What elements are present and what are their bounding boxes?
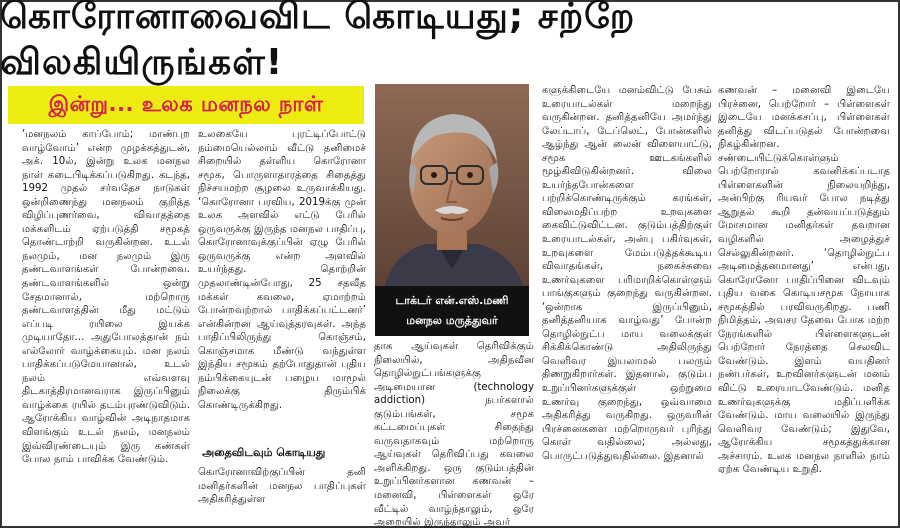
article-column-2-continued bbox=[198, 466, 366, 522]
article-column-1 bbox=[22, 128, 190, 522]
section-subtitle: அதைவிடவும் கொடியது bbox=[202, 446, 326, 459]
portrait-image bbox=[375, 84, 529, 286]
column-4-text: களுக்கிடையே மனம்விட்டு பேசும் உரையாடல்கள் மறைந்து வருகின்றன. தனித்தனியே அமர்ந்து லேப்டாப், டேப்லெட், போன்களில் ஆழ்ந்து ஆன் லைன் விளையாட்டு, சமூக ஊடகங்களில் மூழ்கிவிடுகின்றனர். விலை உயர்ந்தபோன்களை பற்றிக்கொண்டிருக்கும் கரங்கள், விலைமதிப்பற்ற உறவுகளை கைவிட்டுவிட்டன. குடும்பத்திற்குள் உரையாடல்கள், அன்பு பகிர்வுகள், உறவுகளை மேம்படுத்தக்கூடிய விவாதங்கள், நகைச்சுவை உணர்வுகளை பரிமாறிக்கொள்ளும் பாங்குகளும் குறைந்து வருகின்றன. ‘ஒன்றாக இருப்பினும், தனித்தனியாக வாழ்வது’ போன்ற தொழில்நுட்ப மாய வலைக்குள் சிக்கிக்கொண்டு அதிலிருந்து வெளிவர இயலாமல் பலரும் திணறுகிறார்கள். இதனால், குடும்ப உறுப்பினர்களுக்குள் ஒற்றுமை உணர்வு குறைந்து, ஒவ்வாமை அதிகரித்து வருகிறது. ஒருவரின் பிரச்னைகளை மற்றொருவர் புரிந்து கொள் வதில்லை; அல்லது, பொருட்படுத்துவதில்லை. இதனால் bbox=[542, 85, 712, 462]
caption-name: டாக்டர் என்.எஸ்.மணி bbox=[395, 294, 509, 307]
photo-caption bbox=[375, 286, 529, 336]
column-3-text: தாக ஆய்வுகள் தெரிவிக்கும் நிலையில், அதிநவீன தொழில்நுட்பங்களுக்கு அடிமையான (technology addiction) நபர்களால் குடும்பங்கள், சமூக கட்டமைப்புகள் சிதைந்து வருவதாகவும் மற்றொரு ஆய்வுகள் தெரிவிப்பது கவலை அளிக்கிறது. ஒரு குடும்பத்தின் உறுப்பினர்களான கணவன் – மனைவி, பிள்ளைகள் ஒரே வீட்டில் வாழ்ந்தாலும், ஒரே அறையில் இருந்தாலும் அவர் bbox=[374, 341, 534, 529]
article-column-3 bbox=[374, 340, 534, 529]
subhead-banner bbox=[8, 86, 364, 124]
subhead-text: இன்று... உலக மனநல நாள் bbox=[48, 91, 324, 116]
headline: கொரோனாவைவிட கொடியது; சற்றே விலகியிருங்கள்! bbox=[0, 0, 636, 83]
column-5-text: கணவன் – மனைவி இடையே பிரச்னை, பெற்றோர் – பிள்ளைகள் இடையே மனக்கசப்பு, பிள்ளைகள் தனித்து விடப்படுதல் போன்றவை நிகழ்கின்றன. சண்டையிட்டுக்கொள்ளும் பெற்றோரால் கவனிக்கப்படாத பிள்ளைகளின் நிலையறிந்து, அன்பிற்கு ரியவர் போல நடித்து ஆறுதல் கூறி தன்வயப்படுத்தும் மோசமான மனிதர்கள் தவறான வழிகளில் அழைத்துச் செல்லுகின்றனர். ‘தொழில்நுட்ப அடிமைத்தனமானது’ என்பது, கொரோனோ பாதிப்பினை விடவும் புதிய வகை கொடியசமூக நோயாக சமூகத்தில் பரவிவருகிறது. பணி நிமித்தம், அவசர தேவை போக மற்ற நேரங்களில் பிள்ளைகளுடன் பெற்றோர் நேரத்தை செலவிட வேண்டும். இளம் வயதினர் நண்பர்கள், உறவினர்களுடன் மனம் விட்டு உரையாடவேண்டும். மனித உணர்வுகளுக்கு மதிப்பளிக்க வேண்டும். மாய வலையில் இருந்து வெளிவர வேண்டும்; இதுவே, ஆரோக்கிய சமூகத்துக்கான அச்சாரம். உலக மனநல நாளில் நாம் ஏற்க வேண்டிய உறுதி. bbox=[718, 85, 890, 476]
column-2-text: உலகையே புரட்டிப்போட்டு நம்மையெல்லாம் வீட்டு தனிமைச் சிறையில் தள்ளிய கொரோனா சமூக, பொருளாதாரத்தை சிதைத்து நிச்சயமற்ற சூழலை உருவாக்கியது. ‘கொரோனா பரவிய, 2019க்கு முன் உலக அளவில் எட்டு பேரில் ஒருவருக்கு இருந்த மனநல பாதிப்பு, கொரோனாவுக்குப்பின் ஏழு பேரில் ஒருவருக்கு என்ற அளவில் உயர்ந்தது. தொற்றின் முதலாண்டின்போது, 25 சதவீத மக்கள் கவலை, ஏமாற்றம் போன்றவற்றால் பாதிக்கப்பட்டனர்’ என்கின்றன ஆய்வுத்தரவுகள். அந்த பாதிப்பிலிருந்து கொஞ்சம், கொஞ்சமாக மீண்டு வந்துள்ள இந்திய சமூகம் தற்போதுதான் புதிய நம்பிக்கையுடன் பழைய மாமூல் நிலைக்கு திரும்பிக் கொண்டிருக்கிறது. bbox=[198, 129, 366, 411]
article-column-5 bbox=[718, 84, 890, 522]
column-2b-text: கொரோனாவிற்குப்பின் தனி மனிதர்களின் மனநல பாதிப்புகள் அதிகரித்துள்ள bbox=[198, 467, 366, 506]
article-column-4 bbox=[542, 84, 712, 522]
article-column-2 bbox=[198, 128, 366, 436]
doctor-photo bbox=[375, 84, 529, 286]
caption-title: மனநல மருத்துவர் bbox=[406, 314, 498, 327]
column-1-text: ‘மனநலம் காப்போம்; மாண்புற வாழ்வோம்’ என்ற முழக்கத்துடன், அக். 10ல், இன்று உலக மனநல நாள் கடைபிடிக்கப்படுகிறது. கடந்த, 1992 முதல் சர்வதேச நாடுகள் ஒன்றிணைந்து மனநலம் குறித்த விழிப்புணர்வை, விவாதத்தை மக்களிடம் ஏற்படுத்தி சமூகத் தொண்டாற்றி வருகின்றன. உடல் நலமும், மன நலமும் இரு தண்டவாளங்கள் போன்றவை. தண்டவாளங்களில் ஒன்று சேதமானால், மற்றொரு தண்டவாளத்தின் மீது மட்டும் எப்படி ரயிலை இயக்க முடியாதோ... அதுபோலத்தான் நம் எல்லோர் வாழ்க்கையும். மன நலம் பாதிக்கப்படுமேயானால், உடல் நலம் எவ்வளவு திடகாத்திரமானவராக இருப்பினும் வாழ்க்கை ரயில் தடம்புரண்டுவிடும். ஆரோக்கிய வாழ்வின் அடிநாதமாக விளங்கும் உடல் நலம், மனநலம் இவ்விரண்டையும் இரு கண்கள் போல நாம் பாவிக்க வேண்டும். bbox=[22, 129, 190, 466]
